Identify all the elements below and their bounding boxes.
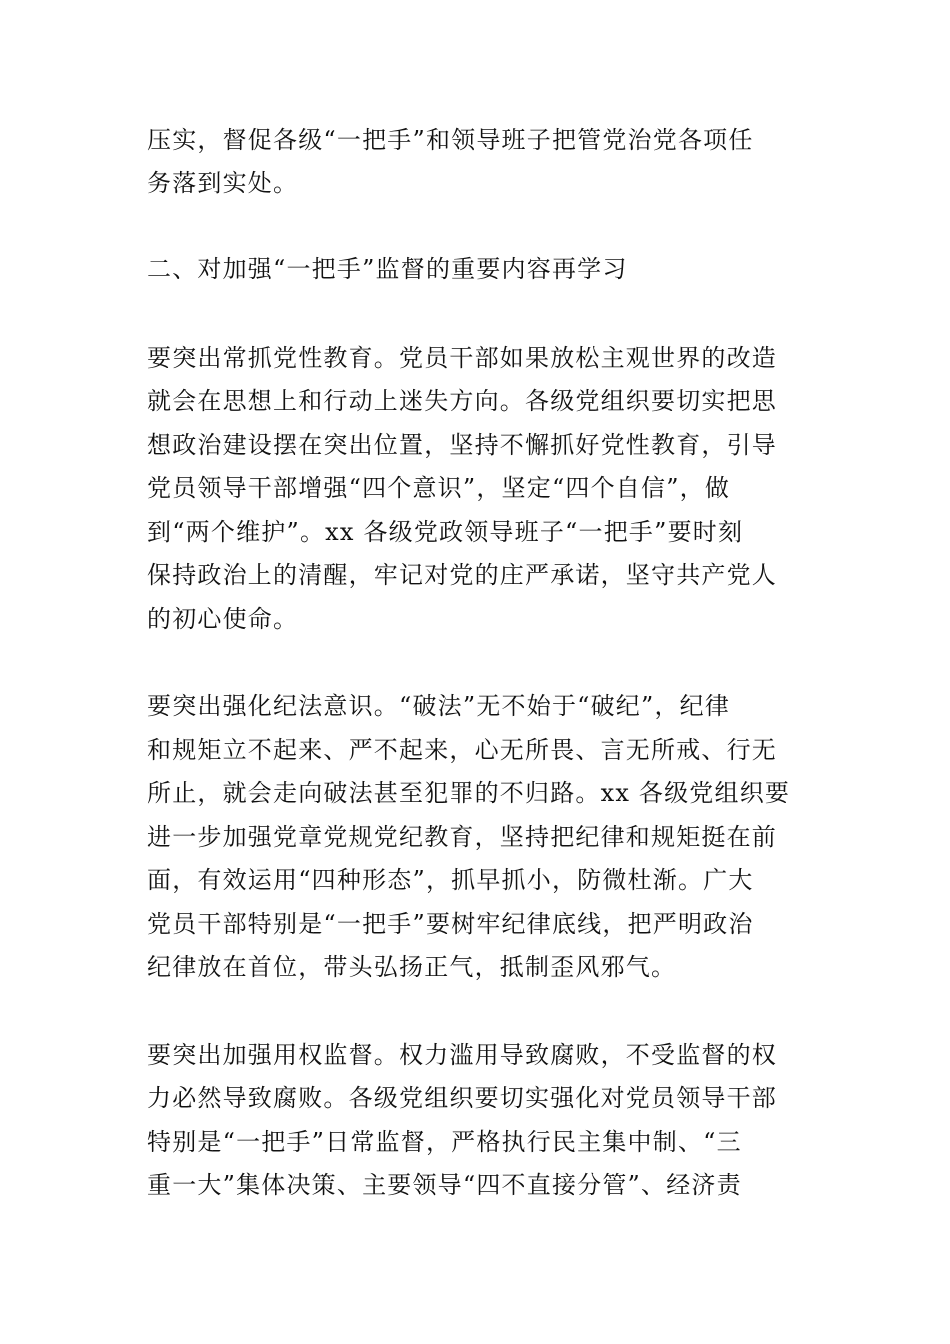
paragraph-4-line-5: 面，有效运用“四种形态”，抓早抓小，防微杜渐。广大 [147,866,754,894]
paragraph-4-line-3: 所止，就会走向破法甚至犯罪的不归路。xx 各级党组织要 [147,779,791,807]
paragraph-3-line-1: 要突出常抓党性教育。党员干部如果放松主观世界的改造 [147,344,777,372]
paragraph-1-line-2: 务落到实处。 [147,169,299,197]
paragraph-3-line-5: 到“两个维护”。xx 各级党政领导班子“一把手”要时刻 [147,518,744,546]
paragraph-3-line-7: 的初心使命。 [147,605,299,633]
paragraph-5-line-3: 特别是“一把手”日常监督，严格执行民主集中制、“三 [147,1128,742,1156]
paragraph-4-line-1: 要突出强化纪法意识。“破法”无不始于“破纪”，纪律 [147,692,731,720]
paragraph-5-line-2: 力必然导致腐败。各级党组织要切实强化对党员领导干部 [147,1084,777,1112]
paragraph-5-line-4: 重一大”集体决策、主要领导“四不直接分管”、经济责 [147,1171,742,1199]
paragraph-4-line-6: 党员干部特别是“一把手”要树牢纪律底线，把严明政治 [147,910,754,938]
paragraph-3-line-4: 党员领导干部增强“四个意识”，坚定“四个自信”，做 [147,474,731,502]
paragraph-5-line-1: 要突出加强用权监督。权力滥用导致腐败，不受监督的权 [147,1041,777,1069]
paragraph-3-line-6: 保持政治上的清醒，牢记对党的庄严承诺，坚守共产党人 [147,561,777,589]
paragraph-4-line-4: 进一步加强党章党规党纪教育，坚持把纪律和规矩挺在前 [147,823,777,851]
paragraph-3-line-2: 就会在思想上和行动上迷失方向。各级党组织要切实把思 [147,387,777,415]
paragraph-4-line-2: 和规矩立不起来、严不起来，心无所畏、言无所戒、行无 [147,736,777,764]
paragraph-3-line-3: 想政治建设摆在突出位置，坚持不懈抓好党性教育，引导 [147,431,777,459]
paragraph-1-line-1: 压实，督促各级“一把手”和领导班子把管党治党各项任 [147,126,754,154]
section-heading: 二、对加强“一把手”监督的重要内容再学习 [147,255,628,283]
paragraph-4-line-7: 纪律放在首位，带头弘扬正气，抵制歪风邪气。 [147,953,677,981]
